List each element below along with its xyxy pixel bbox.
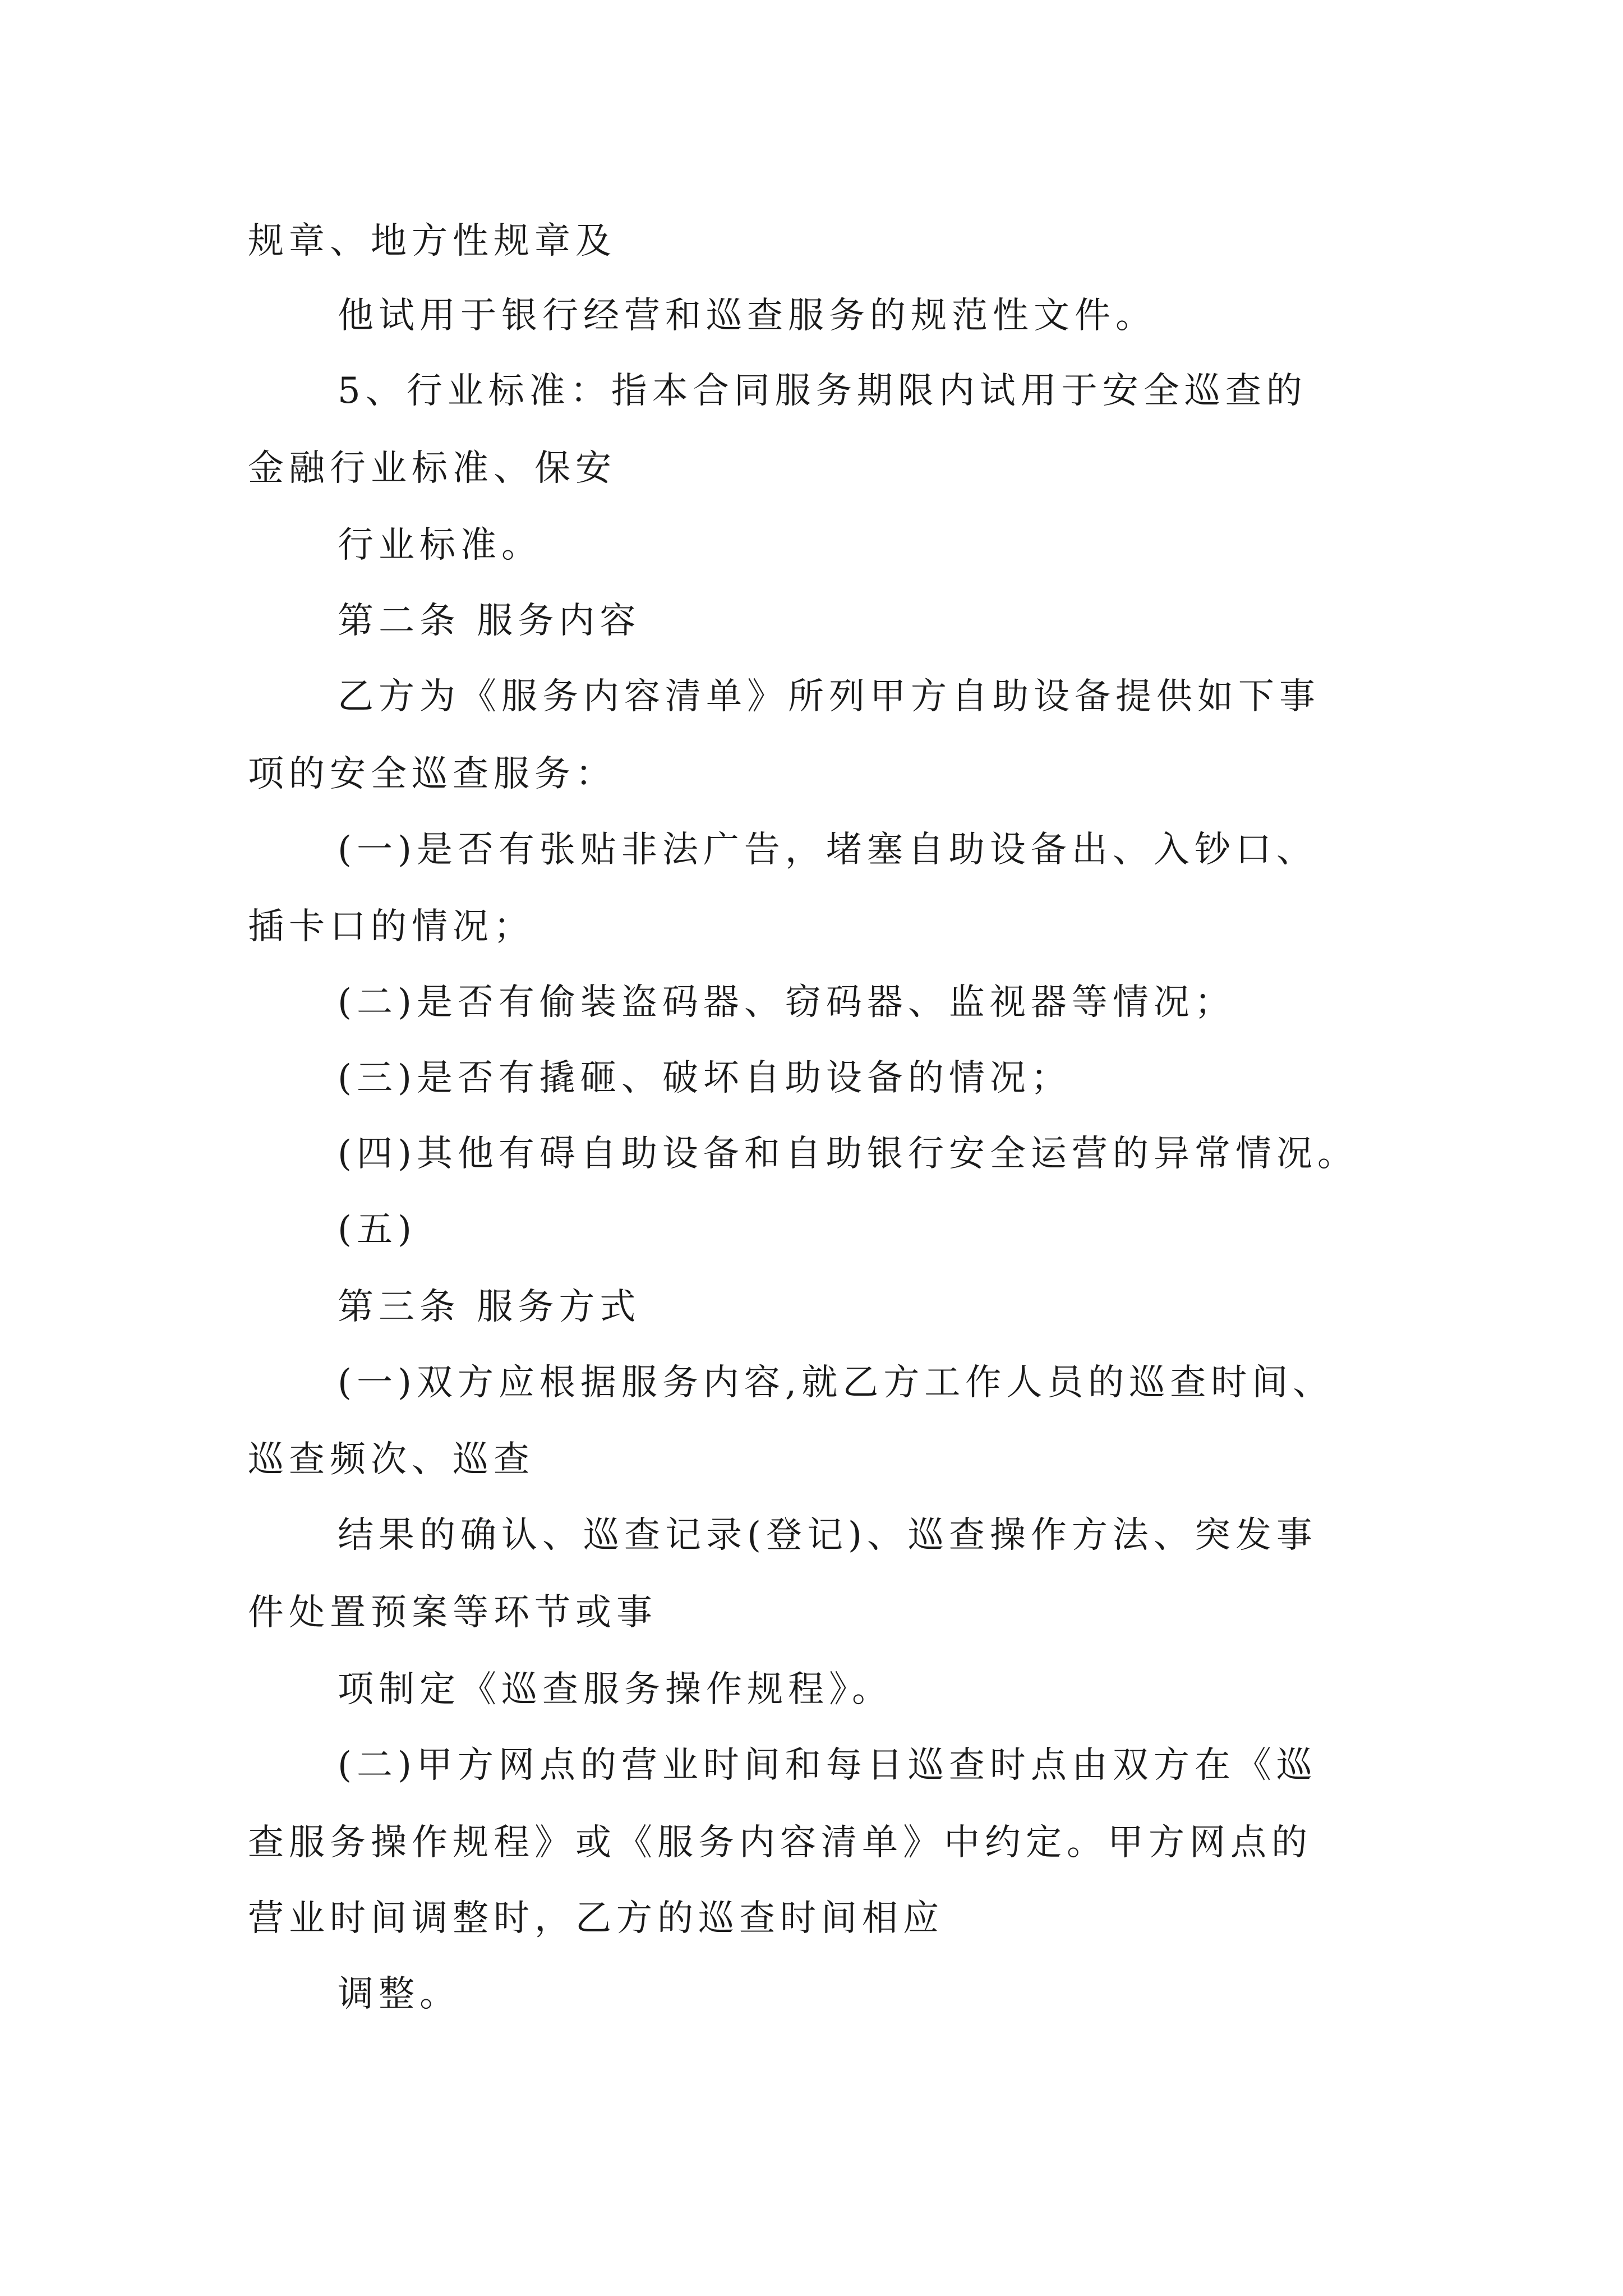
list-item-1: (一)是否有张贴非法广告，堵塞自助设备出、入钞口、 bbox=[338, 829, 1317, 871]
list-item-5: (五) bbox=[338, 1209, 417, 1250]
text-line-8: 项的安全巡查服务： bbox=[248, 753, 616, 795]
text-line-2: 他试用于银行经营和巡查服务的规范性文件。 bbox=[338, 295, 1156, 337]
text-line-22: 查服务操作规程》或《服务内容清单》中约定。甲方网点的 bbox=[248, 1822, 1312, 1864]
list-item-1-cont: 插卡口的情况； bbox=[248, 906, 534, 947]
text-line-17: 巡查频次、巡查 bbox=[248, 1439, 534, 1480]
text-line-20: 项制定《巡查服务操作规程》。 bbox=[338, 1669, 893, 1710]
section-heading-3: 第三条 服务方式 bbox=[338, 1286, 641, 1328]
text-line-21: (二)甲方网点的营业时间和每日巡查时点由双方在《巡 bbox=[338, 1745, 1317, 1786]
list-item-3: (三)是否有撬砸、破坏自助设备的情况； bbox=[338, 1057, 1072, 1099]
list-item-2: (二)是否有偷装盗码器、窃码器、监视器等情况； bbox=[338, 982, 1235, 1023]
text-line-19: 件处置预案等环节或事 bbox=[248, 1592, 657, 1634]
text-line-5: 行业标准。 bbox=[338, 524, 542, 566]
text-line-24: 调整。 bbox=[338, 1973, 460, 2015]
text-line-7: 乙方为《服务内容清单》所列甲方自助设备提供如下事 bbox=[338, 676, 1320, 717]
text-line-1: 规章、地方性规章及 bbox=[248, 220, 616, 262]
section-heading-2: 第二条 服务内容 bbox=[338, 600, 641, 642]
list-item-4: (四)其他有碍自助设备和自助银行安全运营的异常情况。 bbox=[338, 1133, 1358, 1175]
text-line-16: (一)双方应根据服务内容,就乙方工作人员的巡查时间、 bbox=[338, 1362, 1334, 1404]
text-line-3: 5、行业标准：指本合同服务期限内试用于安全巡查的 bbox=[338, 370, 1307, 412]
text-line-23: 营业时间调整时，乙方的巡查时间相应 bbox=[248, 1898, 944, 1939]
text-line-4: 金融行业标准、保安 bbox=[248, 448, 616, 489]
text-line-18: 结果的确认、巡查记录(登记)、巡查操作方法、突发事 bbox=[338, 1515, 1317, 1556]
